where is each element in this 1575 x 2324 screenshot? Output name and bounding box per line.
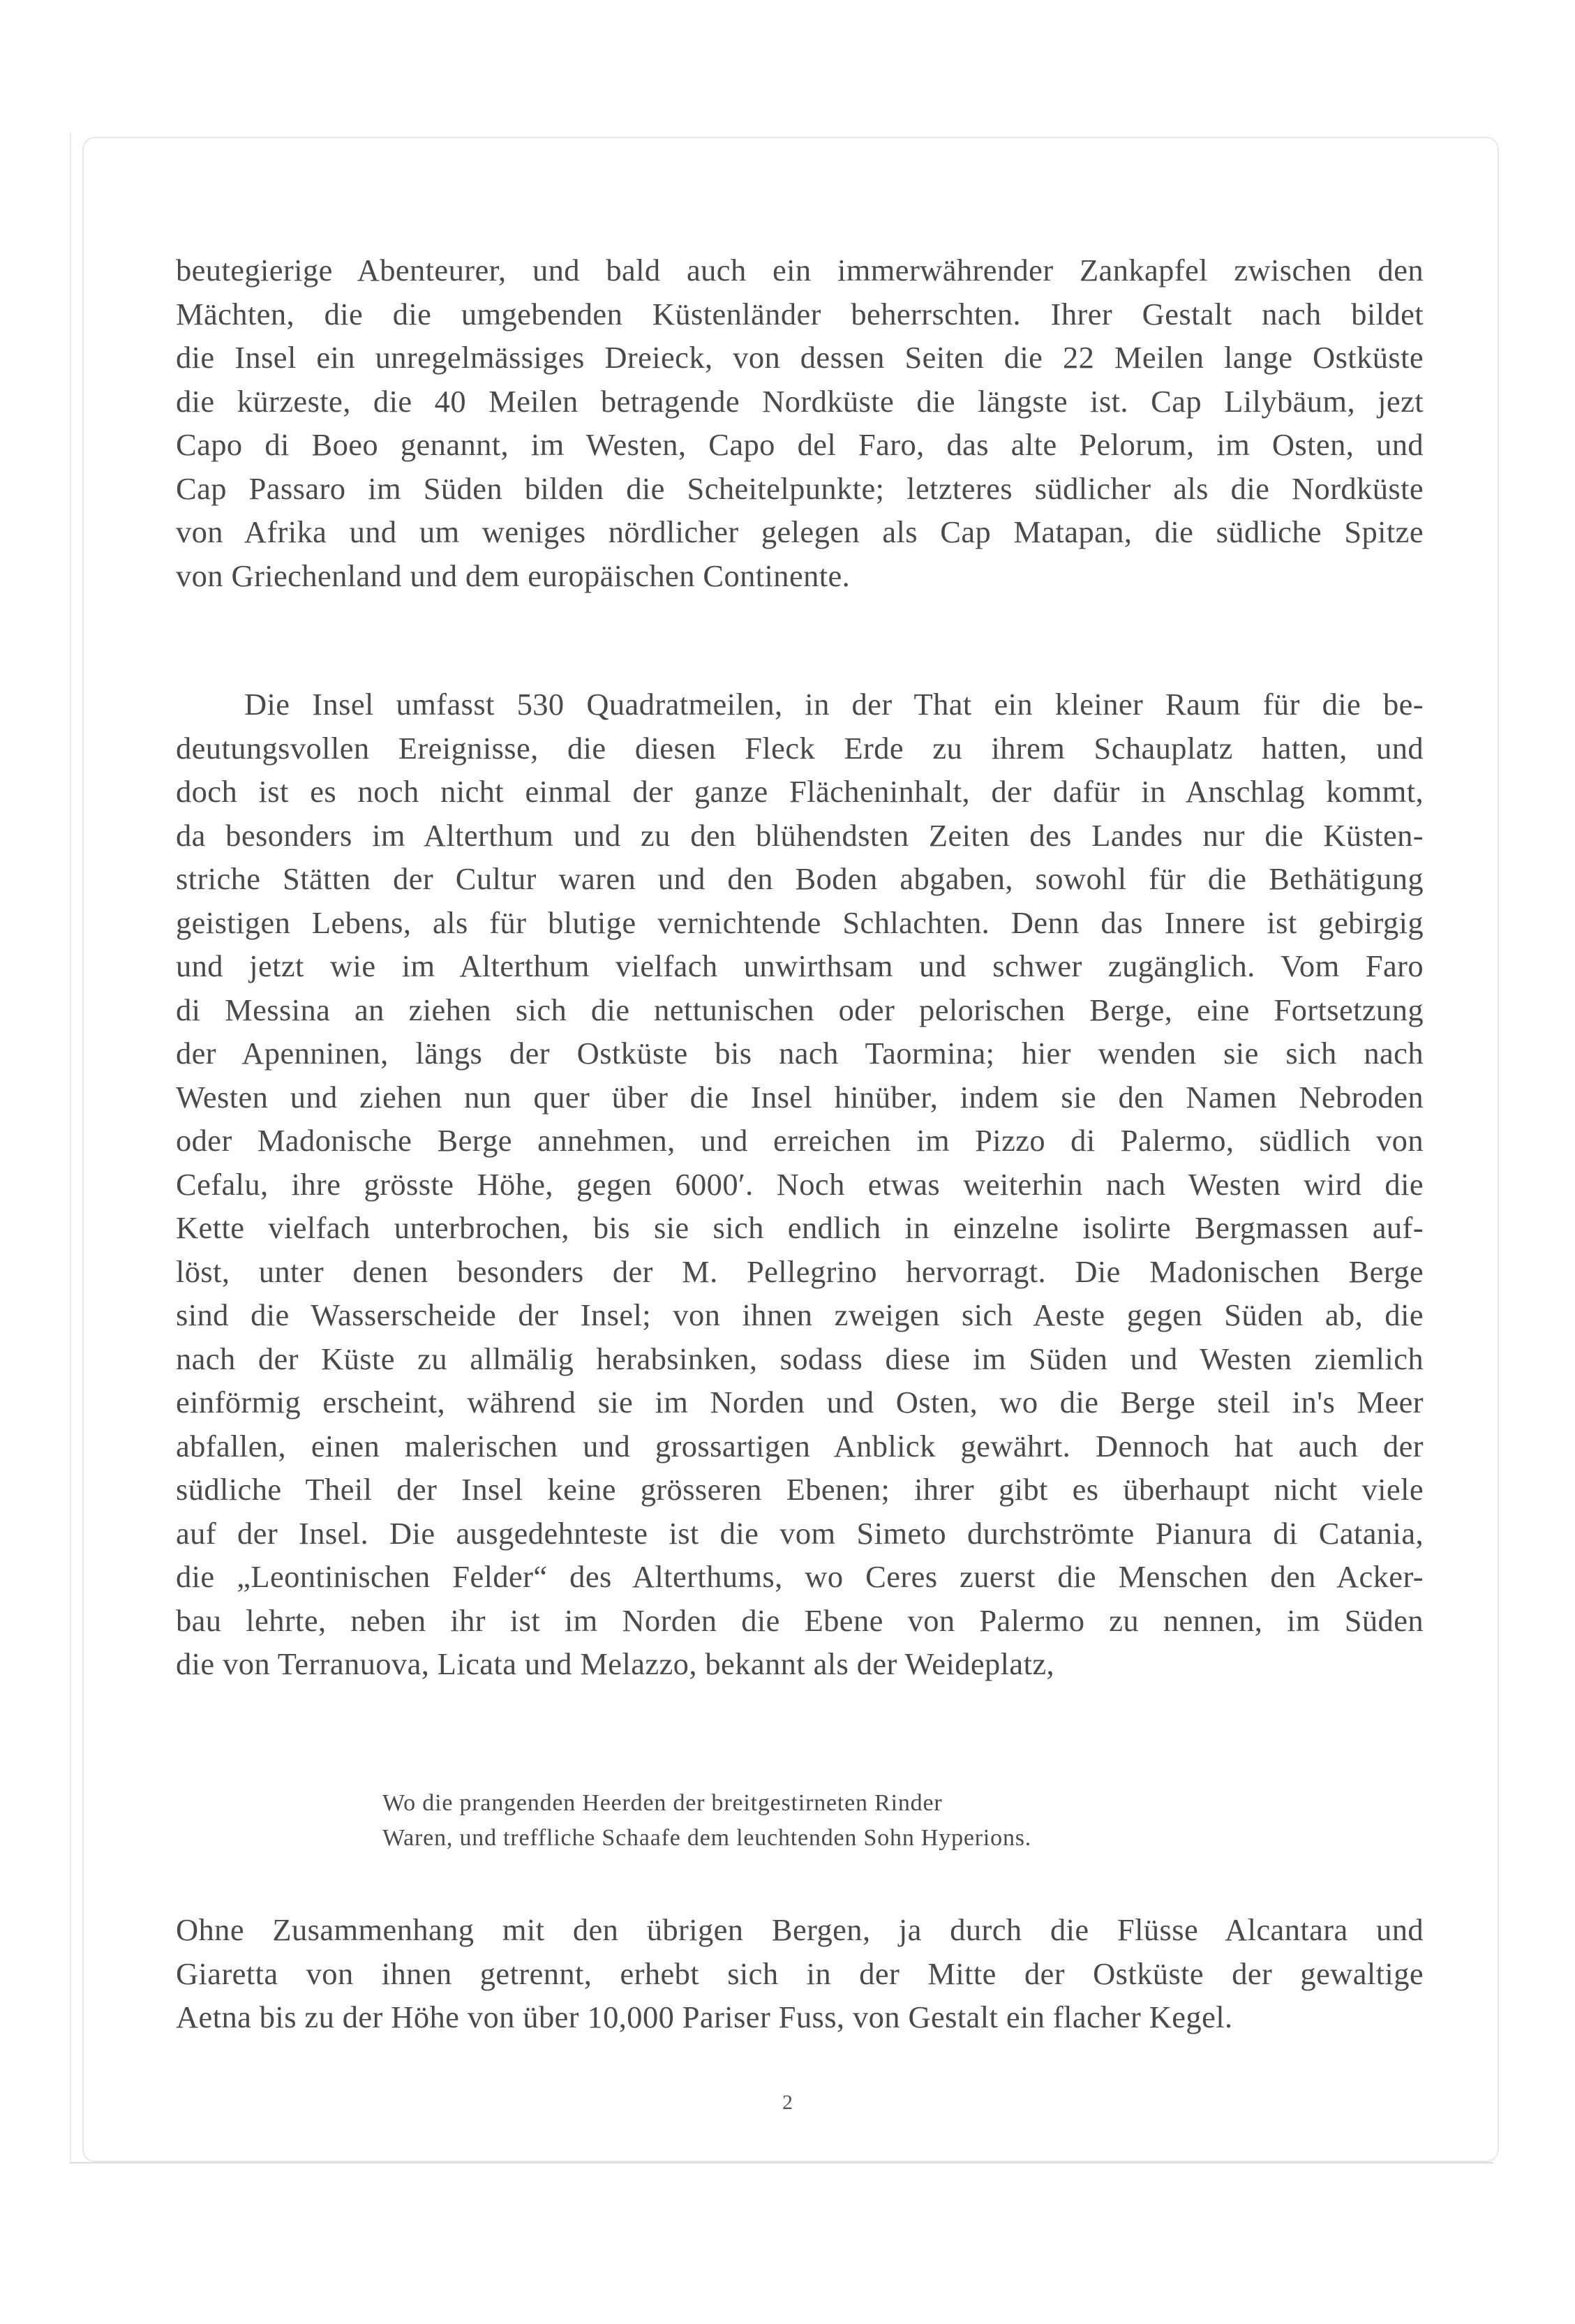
text-line: deutungsvollen Ereignisse, die diesen Fleck Erde zu ihrem Schauplatz hatten, und xyxy=(176,730,1424,766)
text-line: Giaretta von ihnen getrennt, erhebt sich in der Mitte der Ostküste der gewaltige xyxy=(176,1956,1424,1991)
text-line: di Messina an ziehen sich die nettunischen oder pelorischen Berge, eine Fortsetzung xyxy=(176,992,1424,1027)
text-line: die von Terranuova, Licata und Melazzo, bekannt als der Weideplatz, xyxy=(176,1646,1055,1681)
page-edge-left xyxy=(70,133,71,2163)
text-line: und jetzt wie im Alterthum vielfach unwirthsam und schwer zugänglich. Vom Faro xyxy=(176,948,1424,983)
text-line: nach der Küste zu allmälig herabsinken, sodass diese im Süden und Westen ziemlich xyxy=(176,1341,1424,1376)
text-line: die „Leontinischen Felder“ des Alterthums, wo Ceres zuerst die Menschen den Acker- xyxy=(176,1559,1424,1594)
text-line: löst, unter denen besonders der M. Pellegrino hervorragt. Die Madonischen Berge xyxy=(176,1253,1424,1289)
text-line: striche Stätten der Cultur waren und den Boden abgaben, sowohl für die Bethätigung xyxy=(176,861,1424,896)
text-line: Cefalu, ihre grösste Höhe, gegen 6000′. Noch etwas weiterhin nach Westen wird die xyxy=(176,1166,1424,1202)
text-line: Ohne Zusammenhang mit den übrigen Bergen, ja durch die Flüsse Alcantara und xyxy=(176,1912,1424,1947)
text-line: Cap Passaro im Süden bilden die Scheitelpunkte; letzteres südlicher als die Nordküste xyxy=(176,470,1424,506)
text-line: die Insel ein unregelmässiges Dreieck, von dessen Seiten die 22 Meilen lange Ostküste xyxy=(176,340,1424,375)
text-line: Die Insel umfasst 530 Quadratmeilen, in der That ein kleiner Raum für die be- xyxy=(244,687,1424,722)
page-edge-bottom xyxy=(70,2162,1493,2163)
verse-line: Waren, und treffliche Schaafe dem leuchtenden Sohn Hyperions. xyxy=(382,1825,1032,1851)
text-line: Westen und ziehen nun quer über die Insel hinüber, indem sie den Namen Nebroden xyxy=(176,1079,1424,1115)
text-line: von Griechenland und dem europäischen Continente. xyxy=(176,558,851,593)
verse-quote xyxy=(382,1786,1031,1856)
text-line: Capo di Boeo genannt, im Westen, Capo del Faro, das alte Pelorum, im Osten, und xyxy=(176,427,1424,462)
text-line: einförmig erscheint, während sie im Norden und Osten, wo die Berge steil in's Meer xyxy=(176,1385,1424,1420)
text-line: die kürzeste, die 40 Meilen betragende Nordküste die längste ist. Cap Lilybäum, jezt xyxy=(176,383,1424,419)
text-line: auf der Insel. Die ausgedehnteste ist die vom Simeto durchströmte Pianura di Catania, xyxy=(176,1515,1424,1551)
verse-line: Wo die prangenden Heerden der breitgestirneten Rinder xyxy=(382,1790,943,1816)
text-line: von Afrika und um weniges nördlicher gelegen als Cap Matapan, die südliche Spitze xyxy=(176,514,1424,549)
text-line: bau lehrte, neben ihr ist im Norden die Ebene von Palermo zu nennen, im Süden xyxy=(176,1602,1424,1638)
text-line: oder Madonische Berge annehmen, und erreichen im Pizzo di Palermo, südlich von xyxy=(176,1123,1424,1158)
paragraph-2 xyxy=(176,683,1424,1686)
text-line: Aetna bis zu der Höhe von über 10,000 Pariser Fuss, von Gestalt ein flacher Kegel. xyxy=(176,1999,1233,2034)
text-line: da besonders im Alterthum und zu den blühendsten Zeiten des Landes nur die Küsten- xyxy=(176,817,1424,853)
paragraph-3 xyxy=(176,1908,1424,2039)
text-line: doch ist es noch nicht einmal der ganze Flächeninhalt, der dafür in Anschlag kommt, xyxy=(176,774,1424,809)
text-line: Mächten, die die umgebenden Küstenländer beherrschten. Ihrer Gestalt nach bildet xyxy=(176,296,1424,332)
text-line: der Apenninen, längs der Ostküste bis nach Taormina; hier wenden sie sich nach xyxy=(176,1036,1424,1071)
text-line: sind die Wasserscheide der Insel; von ihnen zweigen sich Aeste gegen Süden ab, die xyxy=(176,1297,1424,1332)
paragraph-1 xyxy=(176,248,1424,597)
text-line: südliche Theil der Insel keine grösseren Ebenen; ihrer gibt es überhaupt nicht viele xyxy=(176,1472,1424,1507)
page-number: 2 xyxy=(782,2091,793,2114)
text-line: beutegierige Abenteurer, und bald auch ein immerwährender Zankapfel zwischen den xyxy=(176,253,1424,288)
text-line: abfallen, einen malerischen und grossartigen Anblick gewährt. Dennoch hat auch der xyxy=(176,1428,1424,1463)
text-line: Kette vielfach unterbrochen, bis sie sich endlich in einzelne isolirte Bergmassen auf- xyxy=(176,1210,1424,1245)
text-line: geistigen Lebens, als für blutige vernichtende Schlachten. Denn das Innere ist gebirgig xyxy=(176,904,1424,940)
